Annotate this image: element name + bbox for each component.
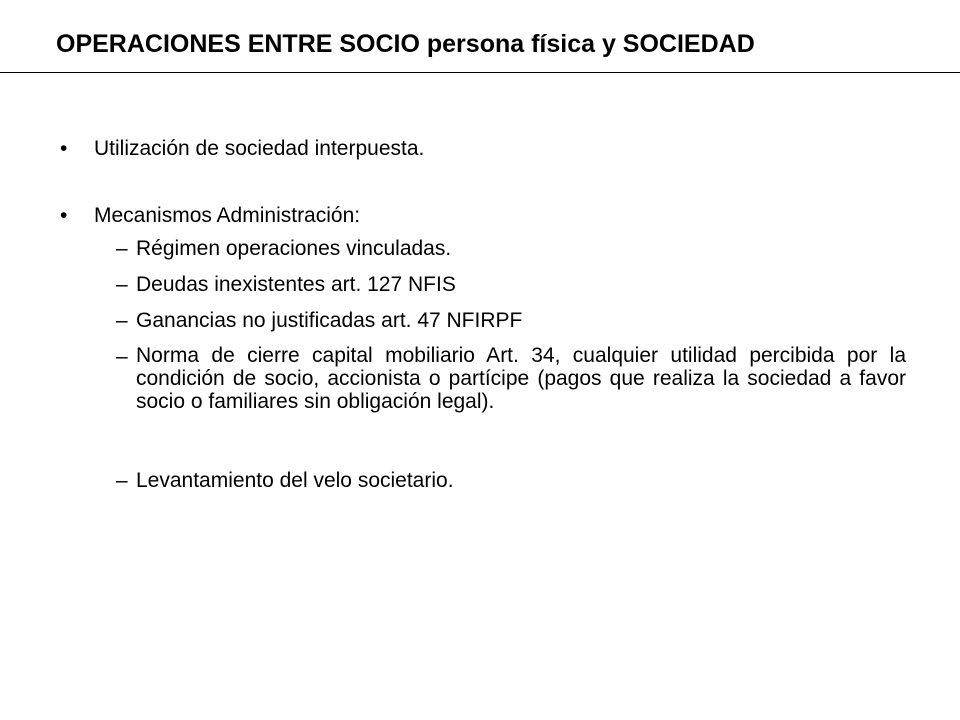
bullet-text: Mecanismos Administración:: [94, 204, 361, 227]
sub-marker: –: [116, 469, 128, 492]
sub-marker: –: [116, 273, 128, 296]
sub-item-text: Levantamiento del velo societario.: [136, 469, 454, 492]
sub-item-text: Deudas inexistentes art. 127 NFIS: [136, 273, 456, 296]
sub-item-text: Régimen operaciones vinculadas.: [136, 237, 452, 260]
sub-marker: –: [116, 237, 128, 260]
slide-title: OPERACIONES ENTRE SOCIO persona física y SOCIEDAD: [56, 30, 755, 58]
sub-marker: –: [116, 309, 128, 332]
sub-item-text: Norma de cierre capital mobiliario Art. 34, cualquier utilidad percibida por la condición de socio, accionista o partícipe (pagos que realiza la sociedad a favor socio o familiares sin obligación legal).: [136, 344, 906, 413]
bullet-text: Utilización de sociedad interpuesta.: [94, 137, 425, 160]
title-divider: [0, 72, 960, 73]
bullet-marker: •: [60, 204, 68, 227]
bullet-marker: •: [60, 137, 68, 160]
sub-marker: –: [116, 345, 128, 368]
sub-item-text: Ganancias no justificadas art. 47 NFIRPF: [136, 309, 523, 332]
